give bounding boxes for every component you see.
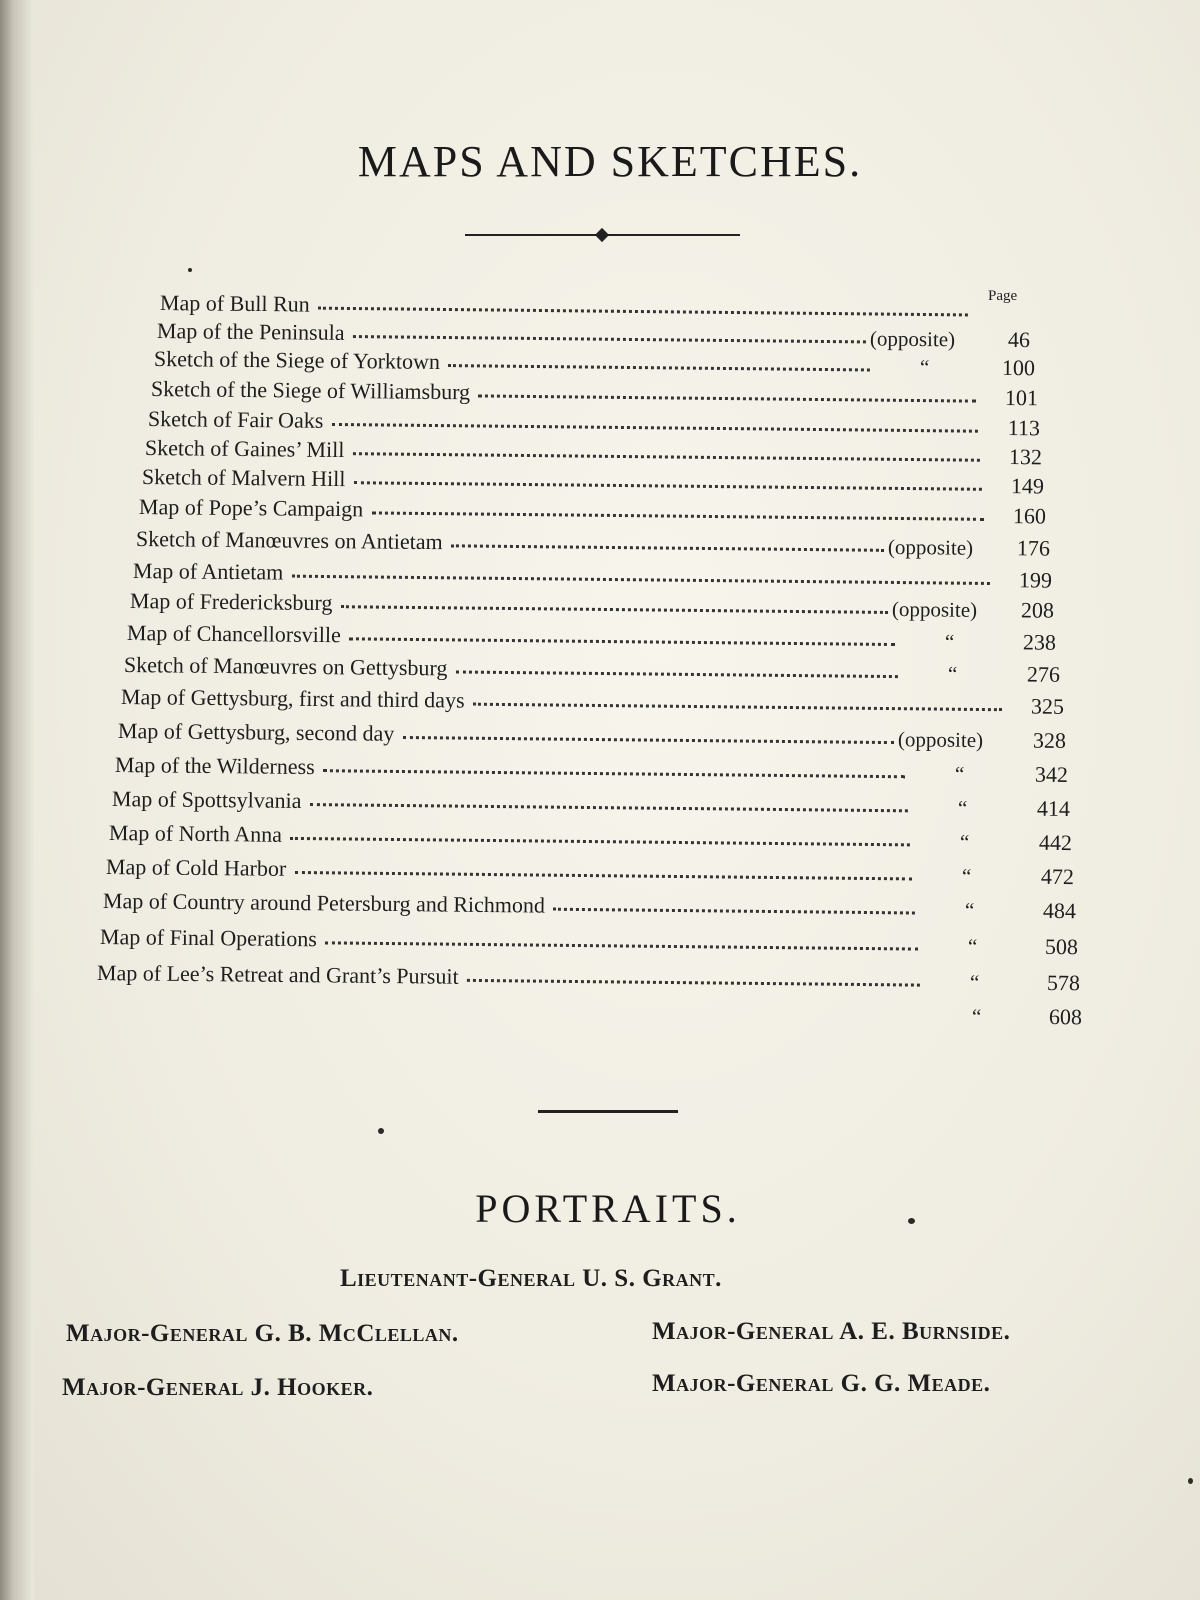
toc-entry-title: Map of Antietam: [132, 558, 284, 585]
toc-entry-note: “: [971, 1004, 982, 1029]
toc-entry-title: Sketch of the Siege of Yorktown: [153, 346, 441, 374]
book-binding-edge: [0, 0, 34, 1600]
toc-entry-note: “: [961, 863, 972, 889]
toc-row: [103, 886, 1076, 926]
ink-speck: [908, 1218, 915, 1224]
toc-entry-title: Map of Lee’s Retreat and Grant’s Pursuit: [96, 960, 459, 989]
toc-row: [94, 992, 1082, 1032]
toc-entry-page: 484: [1042, 897, 1077, 924]
toc-dot-leader: [294, 871, 911, 880]
toc-row: [100, 922, 1078, 962]
toc-row: [112, 784, 1070, 824]
toc-dot-leader: [290, 837, 910, 846]
toc-entry-page: 608: [1048, 1004, 1083, 1030]
toc-entry-page: 276: [1026, 661, 1061, 687]
toc-entry-page: 578: [1046, 969, 1081, 996]
toc-entry-page: 442: [1038, 829, 1073, 856]
toc-entry-title: Map of Spottsylvania: [111, 786, 302, 813]
toc-dot-leader: [478, 394, 976, 402]
toc-entry-title: Map of Cold Harbor: [105, 854, 287, 881]
toc-entry-page: 100: [1001, 354, 1036, 381]
toc-dot-leader: [353, 452, 980, 462]
toc-entry-page: 328: [1032, 727, 1067, 753]
toc-entry-note: (opposite): [869, 326, 956, 352]
toc-entry-page: 414: [1036, 795, 1071, 822]
ink-speck: [1188, 1478, 1193, 1484]
toc-entry-page: 342: [1034, 761, 1069, 787]
toc-entry-note: “: [919, 355, 930, 380]
toc-entry-page: 176: [1016, 535, 1051, 561]
portrait-lieutenant-general: Lieutenant-General U. S. Grant.: [340, 1265, 722, 1292]
toc-entry-title: Sketch of Manœuvres on Antietam: [135, 526, 443, 555]
toc-entry-title: Sketch of Manœuvres on Gettysburg: [123, 652, 448, 681]
toc-entry-title: Map of Gettysburg, first and third days: [120, 684, 465, 713]
toc-row: [109, 818, 1072, 858]
toc-entry-title: Sketch of Gaines’ Mill: [144, 435, 345, 463]
toc-entry-title: Map of the Wilderness: [114, 752, 315, 780]
toc-dot-leader: [349, 637, 895, 646]
toc-entry-title: Map of Pope’s Campaign: [138, 494, 364, 522]
page-column-label: Page: [988, 288, 1018, 304]
toc-entry-title: Sketch of Fair Oaks: [147, 406, 324, 433]
toc-row: [115, 750, 1068, 790]
toc-dot-leader: [467, 979, 920, 987]
toc-entry-page: 160: [1012, 503, 1047, 529]
toc-entry-title: Sketch of Malvern Hill: [141, 464, 346, 492]
toc-entry-note: “: [964, 898, 975, 923]
ornament-diamond-icon: [595, 228, 609, 242]
toc-entry-page: 199: [1018, 567, 1053, 593]
toc-dot-leader: [341, 605, 888, 614]
toc-dot-leader: [353, 335, 866, 343]
toc-row: [97, 958, 1080, 998]
toc-dot-leader: [448, 364, 870, 371]
toc-dot-leader: [473, 703, 1002, 712]
toc-dot-leader: [553, 908, 915, 915]
toc-entry-note: (opposite): [891, 596, 978, 622]
toc-dot-leader: [451, 544, 884, 552]
toc-entry-note: “: [947, 661, 958, 686]
toc-entry-page: 325: [1030, 693, 1065, 719]
toc-entry-note: (opposite): [897, 727, 984, 753]
toc-dot-leader: [325, 941, 918, 950]
portrait-left-1: Major-General G. B. McClellan.: [66, 1320, 459, 1347]
toc-dot-leader: [332, 423, 978, 433]
toc-entry-title: Map of the Peninsula: [156, 318, 345, 345]
toc-entry-title: Map of North Anna: [108, 820, 283, 847]
toc-entry-note: “: [959, 829, 970, 855]
toc-dot-leader: [323, 769, 905, 778]
ink-speck: [378, 1128, 384, 1134]
toc-entry-page: 208: [1020, 597, 1055, 623]
toc-dot-leader: [310, 803, 908, 812]
portrait-right-2: Major-General G. G. Meade.: [652, 1370, 991, 1397]
toc-dot-leader: [456, 670, 898, 678]
toc-entry-page: 238: [1022, 629, 1057, 655]
toc-entry-note: “: [967, 934, 978, 959]
ink-speck: [188, 268, 192, 272]
toc-entry-title: Map of Final Operations: [99, 924, 318, 952]
section-divider: [538, 1110, 678, 1113]
toc-row: [106, 852, 1074, 892]
toc-entry-title: Map of Bull Run: [159, 290, 310, 317]
toc-dot-leader: [371, 511, 983, 520]
toc-entry-page: [978, 297, 1030, 298]
toc-entry-page: 472: [1040, 863, 1075, 890]
toc-entry-note: “: [969, 970, 980, 995]
toc-dot-leader: [292, 575, 990, 585]
toc-entry-page: 101: [1004, 384, 1039, 411]
toc-entry-note: “: [957, 795, 968, 820]
portrait-right-1: Major-General A. E. Burnside.: [652, 1318, 1011, 1345]
toc-entry-title: Map of Fredericksburg: [129, 588, 333, 616]
toc-entry-page: 113: [1007, 415, 1041, 441]
toc-entry-page: 508: [1044, 933, 1079, 960]
toc-entry-page: 46: [1007, 326, 1031, 353]
toc-entry-title: Map of Gettysburg, second day: [117, 718, 395, 746]
toc-entry-page: 132: [1008, 444, 1043, 470]
portraits-section-title: PORTRAITS.: [475, 1186, 741, 1231]
toc-dot-leader: [403, 736, 894, 744]
toc-entry-title: Sketch of the Siege of Williamsburg: [150, 376, 471, 405]
portrait-left-2: Major-General J. Hooker.: [62, 1374, 374, 1401]
toc-dot-leader: [318, 307, 968, 317]
toc-entry-title: Map of Chancellorsville: [126, 620, 341, 648]
toc-entry-note: “: [954, 761, 965, 786]
toc-entry-page: 149: [1010, 473, 1045, 499]
toc-entry-note: “: [944, 629, 955, 654]
toc-dot-leader: [354, 481, 982, 491]
toc-row: [118, 716, 1066, 756]
maps-section-title: MAPS AND SKETCHES.: [357, 137, 863, 186]
toc-entry-title: Map of Country around Petersburg and Richmond: [102, 888, 546, 918]
toc-entry-note: (opposite): [887, 534, 974, 560]
